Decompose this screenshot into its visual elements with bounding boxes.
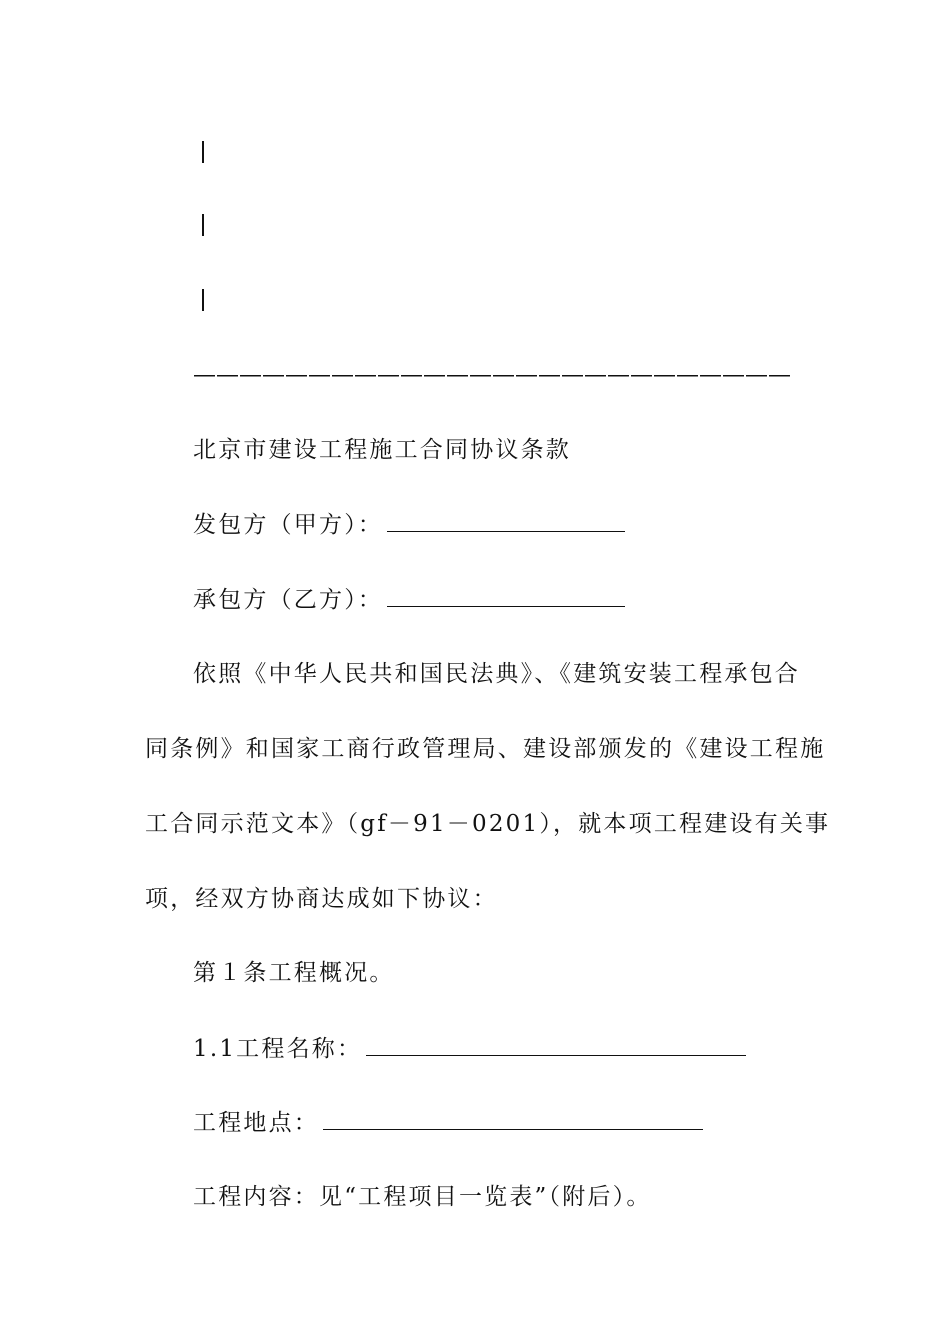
project-name-row — [193, 1034, 746, 1064]
vertical-bar-mark — [202, 214, 204, 236]
project-name-blank-field — [366, 1035, 746, 1056]
project-location-row — [193, 1108, 703, 1138]
contract-title: 北京市建设工程施工合同协议条款 — [193, 437, 571, 463]
party-b-blank-field — [387, 586, 625, 607]
project-location-label: 工程地点： — [193, 1110, 319, 1136]
intro-paragraph-line-2: 同条例》和国家工商行政管理局、建设部颁发的《建设工程施 — [145, 736, 826, 762]
vertical-bar-mark — [202, 289, 204, 311]
vertical-bar-mark — [202, 141, 204, 163]
party-a-blank-field — [387, 511, 625, 532]
party-a-row — [193, 510, 625, 540]
party-a-label: 发包方（甲方）： — [193, 512, 384, 538]
project-location-blank-field — [323, 1109, 703, 1130]
article-1-heading: 第１条工程概况。 — [193, 960, 395, 986]
party-b-row — [193, 585, 625, 615]
intro-paragraph-line-1: 依照《中华人民共和国民法典》、《建筑安装工程承包合 — [193, 661, 800, 687]
intro-paragraph-line-4: 项，经双方协商达成如下协议： — [145, 886, 498, 912]
intro-paragraph-line-3: 工合同示范文本》（gf－91－0201），就本项工程建设有关事 — [145, 811, 831, 837]
project-content-line: 工程内容：见“工程项目一览表”（附后）。 — [193, 1184, 652, 1210]
party-b-label: 承包方（乙方）： — [193, 587, 384, 613]
project-name-label: 1.1工程名称： — [193, 1036, 363, 1062]
dashed-separator: —————————————————————————— — [193, 362, 791, 388]
